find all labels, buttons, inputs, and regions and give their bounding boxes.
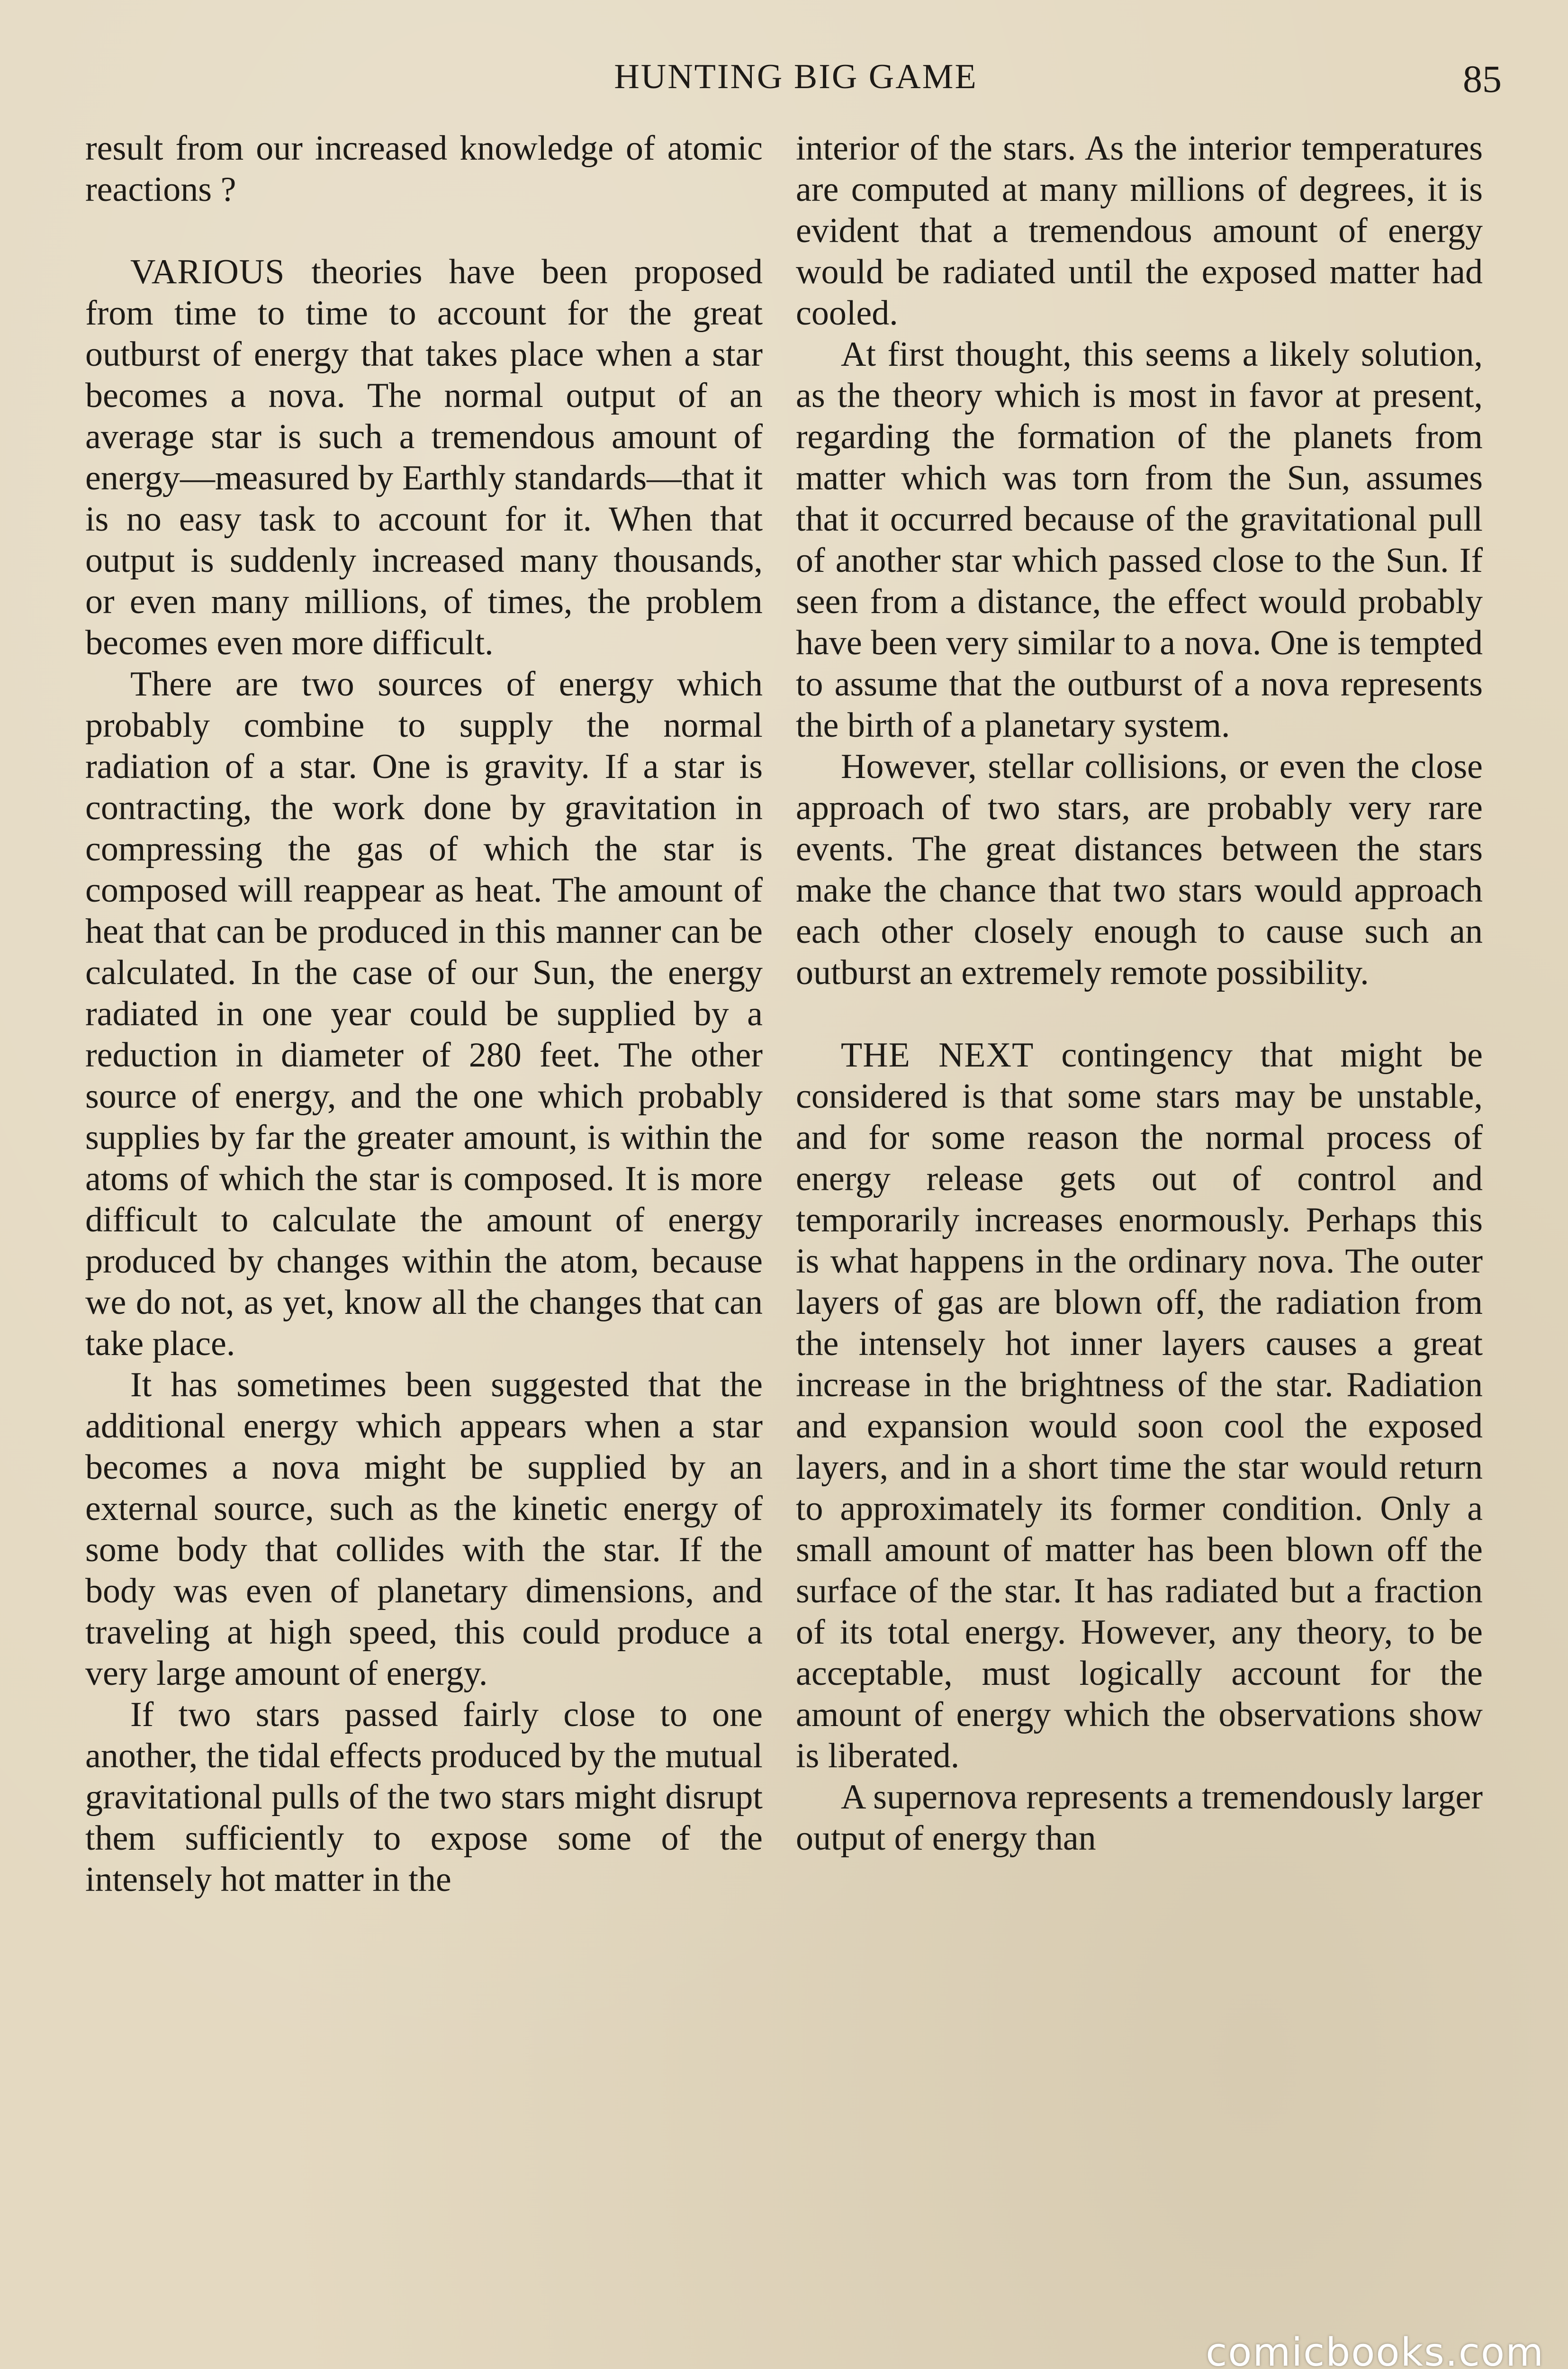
running-header: HUNTING BIG GAME [614, 57, 978, 96]
paragraph: However, stellar collisions, or even the close approach of two stars, are probably very rare events. The great distances between the stars make the chance that two stars would approach each other closely enough to cause such an outburst an extremely remote possibility. [796, 747, 1483, 992]
paragraph: It has sometimes been suggested that the additional energy which appears when a star becomes a nova might be supplied by an external source, such as the kinetic energy of some body that collides with the star. If the body was even of planetary dimensions, and traveling at high speed, this could produce a very large amount of energy. [85, 1365, 763, 1693]
right-column [796, 128, 1483, 2336]
paragraph-text: contingency that might be considered is that some stars may be unstable, and for some reason the normal process of energy release gets out of control and temporarily increases enormously. Perhaps this is what happens in the ordinary nova. The outer layers of gas are blown off, the radiation from the intensely hot inner layers causes a great increase in the brightness of the star. Radiation and expansion would soon cool the exposed layers, and in a short time the star would return to approximately its former condition. Only a small amount of matter has been blown off the surface of the star. It has radiated but a fraction of its total energy. However, any theory, to be acceptable, must logically account for the amount of energy which the observations show is liberated. [796, 1036, 1483, 1775]
paragraph [85, 252, 763, 664]
paragraph: There are two sources of energy which probably combine to supply the normal radiation of a star. One is gravity. If a star is contracting, the work done by gravitation in compressing the gas of which the star is composed will reappear as heat. The amount of heat that can be produced in this manner can be calculated. In the case of our Sun, the energy radiated in one year could be supplied by a reduction in diameter of 280 feet. The other source of energy, and the one which probably supplies by far the greater amount, is within the atoms of which the star is composed. It is more difficult to calculate the amount of energy produced by changes within the atom, because we do not, as yet, know all the changes that can take place. [85, 665, 763, 1363]
paragraph: result from our increased knowledge of atomic reactions ? [85, 129, 763, 209]
paragraph: At first thought, this seems a likely solution, as the theory which is most in favor at present, regarding the formation of the planets from matter which was torn from the Sun, assumes that it occurred because of the gravitational pull of another star which passed close to the Sun. If seen from a distance, the effect would probably have been very similar to a nova. One is tempted to assume that the outburst of a nova represents the birth of a planetary system. [796, 335, 1483, 745]
watermark-text: comicbooks.com [1206, 2330, 1544, 2369]
paragraph: interior of the stars. As the interior temperatures are computed at many millions of degrees, it is evident that a tremendous amount of energy would be radiated until the exposed matter had cooled. [796, 129, 1483, 333]
section-lead: THE NEXT [841, 1036, 1034, 1075]
paragraph [796, 1035, 1483, 1777]
paragraph: If two stars passed fairly close to one another, the tidal effects produced by the mutual gravitational pulls of the two stars might disrupt them sufficiently to expose some of the intensely hot matter in the [85, 1695, 763, 1899]
left-column [85, 128, 763, 2336]
page-number: 85 [1463, 57, 1502, 100]
paragraph-text: theories have been proposed from time to time to account for the great outburst of energy that takes place when a star becomes a nova. The normal output of an average star is such a tremendous amount of energy—measured by Earthly standards—that it is no easy task to account for it. When that output is suddenly increased many thousands, or even many millions, of times, the problem becomes even more difficult. [85, 253, 763, 662]
section-lead: VARIOUS [130, 253, 285, 291]
paragraph: A supernova represents a tremendously larger output of energy than [796, 1778, 1483, 1858]
